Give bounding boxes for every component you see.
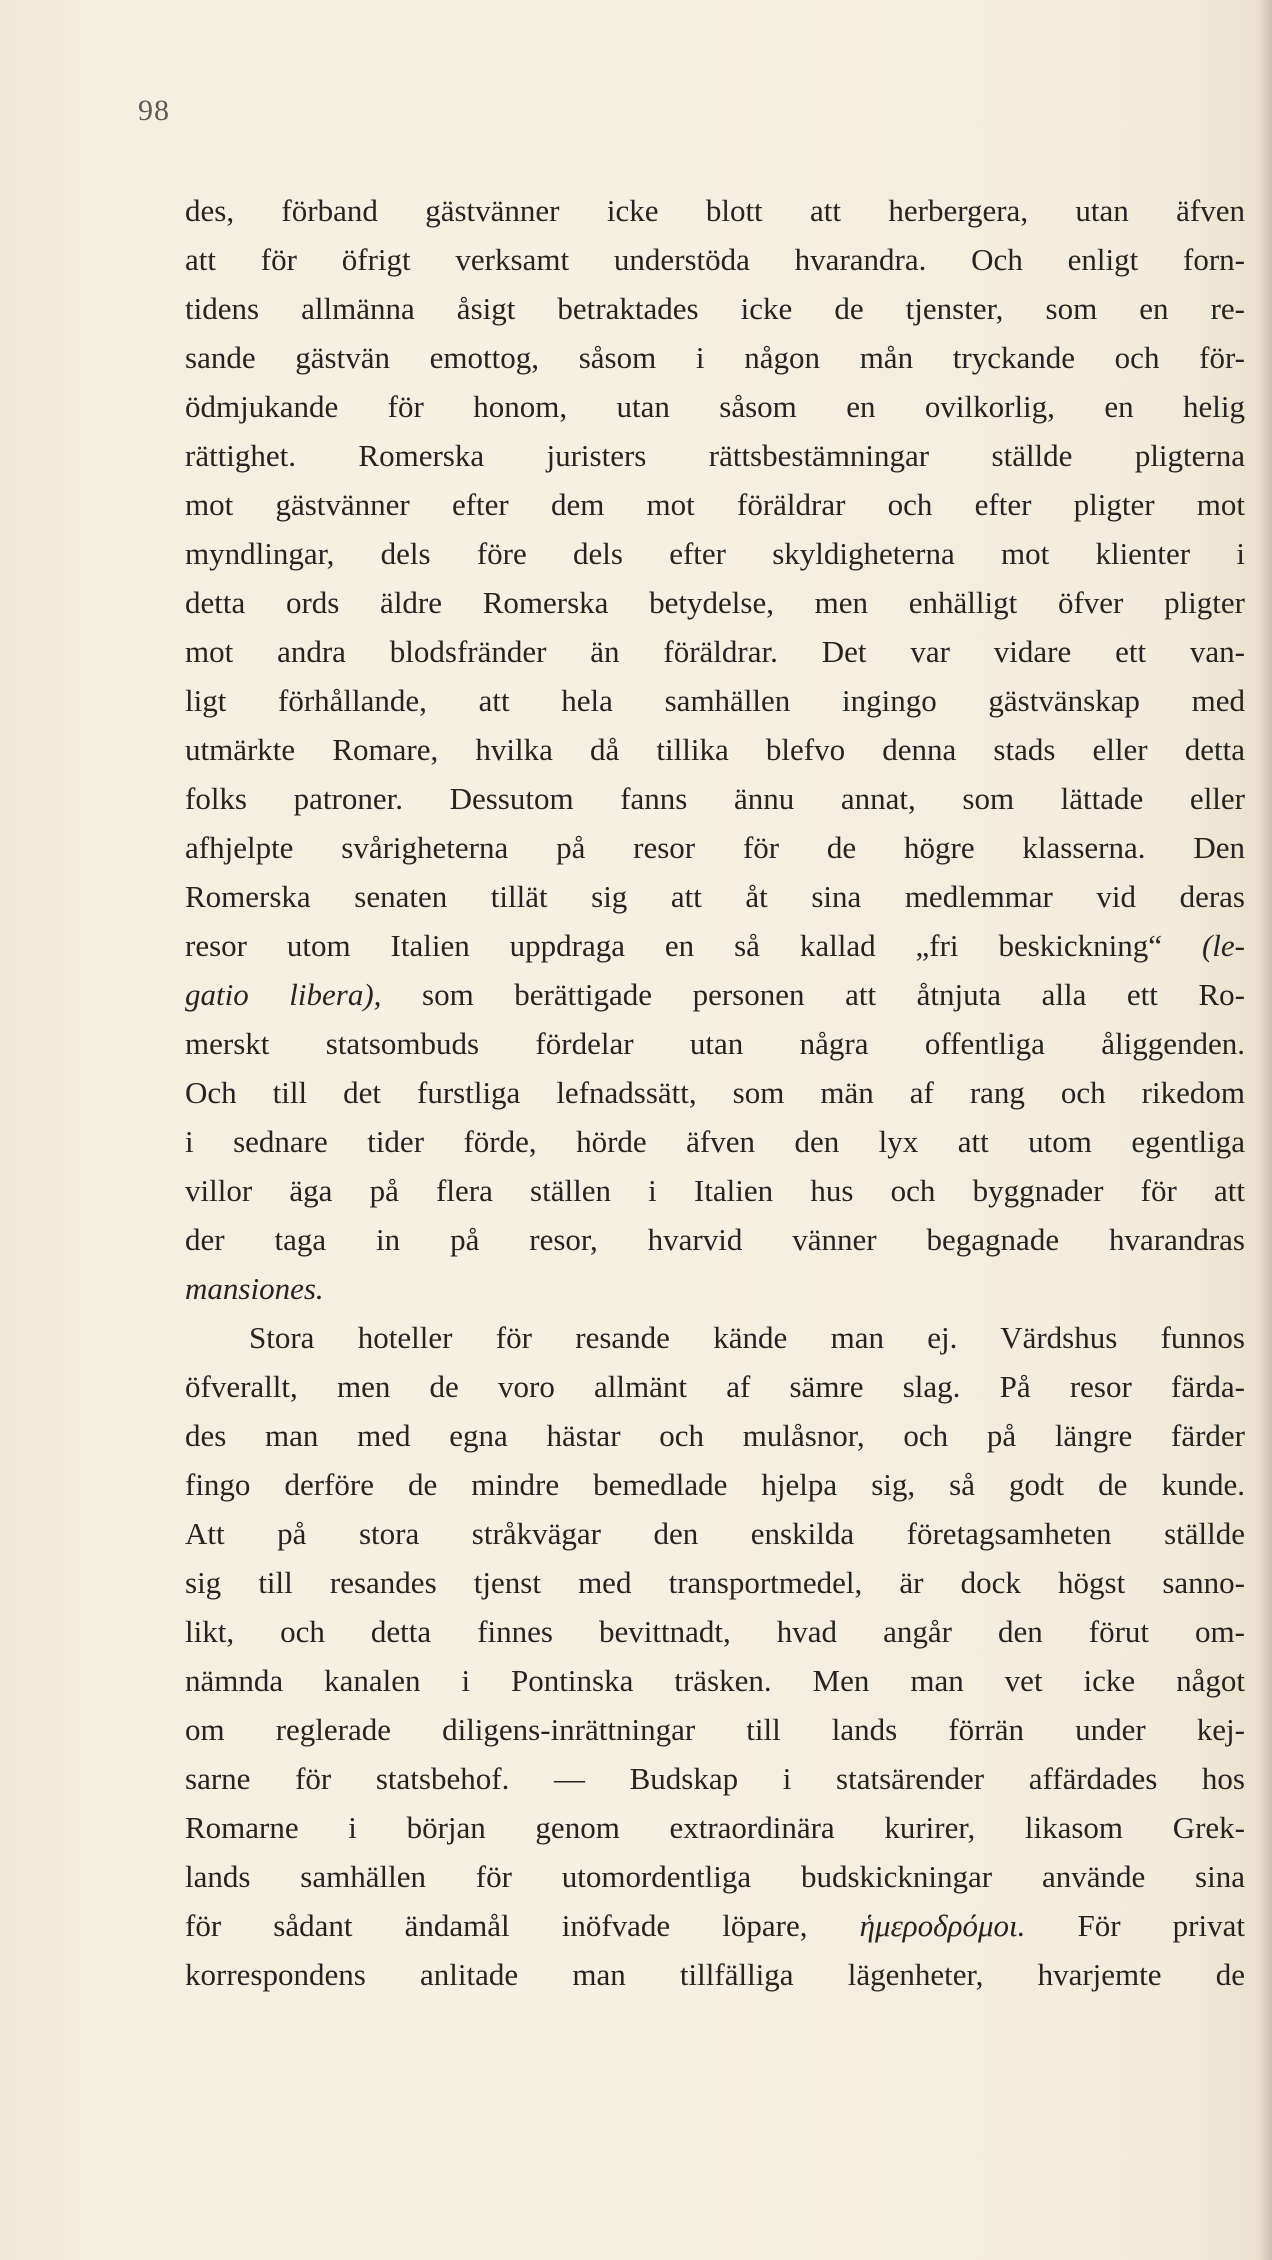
text-line	[185, 1264, 1245, 1313]
text-segment: Romarne i början genom extraordinära kurirer, likasom Grek-	[185, 1810, 1245, 1845]
text-segment: detta ords äldre Romerska betydelse, men enhälligt öfver pligter	[185, 585, 1245, 620]
body-text	[185, 186, 1245, 1999]
text-line	[185, 333, 1245, 382]
text-segment: om reglerade diligens-inrättningar till lands förrän under kej-	[185, 1712, 1245, 1747]
text-line	[185, 1901, 1245, 1950]
text-segment: i sednare tider förde, hörde äfven den lyx att utom egentliga	[185, 1124, 1245, 1159]
text-line	[185, 431, 1245, 480]
text-segment: för sådant ändamål inöfvade löpare,	[185, 1908, 860, 1943]
text-segment: öfverallt, men de voro allmänt af sämre slag. På resor färda-	[185, 1369, 1245, 1404]
text-line	[185, 1362, 1245, 1411]
text-segment: nämnda kanalen i Pontinska träsken. Men man vet icke något	[185, 1663, 1245, 1698]
text-line	[185, 1117, 1245, 1166]
text-segment: lands samhällen för utomordentliga budskickningar använde sina	[185, 1859, 1245, 1894]
italic-text-segment: (le-	[1201, 928, 1245, 963]
text-segment: afhjelpte svårigheterna på resor för de högre klasserna. Den	[185, 830, 1245, 865]
text-segment: Och till det furstliga lefnadssätt, som män af rang och rikedom	[185, 1075, 1245, 1110]
text-line	[185, 1705, 1245, 1754]
text-line	[185, 1656, 1245, 1705]
text-line	[185, 578, 1245, 627]
text-segment: likt, och detta finnes bevittnadt, hvad angår den förut om-	[185, 1614, 1245, 1649]
text-line	[185, 1803, 1245, 1852]
text-line	[185, 235, 1245, 284]
text-line	[185, 1509, 1245, 1558]
italic-text-segment: ἡμεροδρόμοι.	[859, 1908, 1026, 1943]
text-segment: der taga in på resor, hvarvid vänner begagnade hvarandras	[185, 1222, 1245, 1257]
text-line	[185, 1215, 1245, 1264]
text-segment: sarne för statsbehof. — Budskap i statsärender affärdades hos	[185, 1761, 1245, 1796]
text-line	[185, 970, 1245, 1019]
text-segment: ödmjukande för honom, utan såsom en ovilkorlig, en helig	[185, 389, 1245, 424]
text-line	[185, 921, 1245, 970]
text-segment: Romerska senaten tillät sig att åt sina medlemmar vid deras	[185, 879, 1245, 914]
italic-text-segment: gatio libera),	[185, 977, 382, 1012]
text-segment: myndlingar, dels före dels efter skyldigheterna mot klienter i	[185, 536, 1245, 571]
text-segment: utmärkte Romare, hvilka då tillika blefvo denna stads eller detta	[185, 732, 1245, 767]
text-segment: ligt förhållande, att hela samhällen ingingo gästvänskap med	[185, 683, 1245, 718]
text-line	[185, 1166, 1245, 1215]
text-segment: sig till resandes tjenst med transportmedel, är dock högst sanno-	[185, 1565, 1245, 1600]
text-segment: rättighet. Romerska juristers rättsbestämningar ställde pligterna	[185, 438, 1245, 473]
text-line	[185, 529, 1245, 578]
page-number: 98	[138, 94, 170, 127]
text-segment: mot gästvänner efter dem mot föräldrar och efter pligter mot	[185, 487, 1245, 522]
text-segment: som berättigade personen att åtnjuta alla ett Ro-	[381, 977, 1245, 1012]
text-line	[185, 1607, 1245, 1656]
text-line	[185, 725, 1245, 774]
text-segment: korrespondens anlitade man tillfälliga lägenheter, hvarjemte de	[185, 1957, 1245, 1992]
text-line	[185, 872, 1245, 921]
text-line	[185, 676, 1245, 725]
text-line	[185, 1313, 1245, 1362]
text-segment: För privat	[1025, 1908, 1245, 1943]
text-segment: merskt statsombuds fördelar utan några offentliga åliggenden.	[185, 1026, 1245, 1061]
text-line	[185, 1558, 1245, 1607]
text-segment: sande gästvän emottog, såsom i någon mån tryckande och för-	[185, 340, 1245, 375]
page-edge-shadow	[1258, 0, 1272, 2260]
text-segment: resor utom Italien uppdraga en så kallad „fri beskickning“	[185, 928, 1202, 963]
text-segment: des man med egna hästar och mulåsnor, och på längre färder	[185, 1418, 1245, 1453]
text-line	[185, 1950, 1245, 1999]
text-segment: folks patroner. Dessutom fanns ännu annat, som lättade eller	[185, 781, 1245, 816]
text-segment: mot andra blodsfränder än föräldrar. Det var vidare ett van-	[185, 634, 1245, 669]
text-line	[185, 627, 1245, 676]
text-line	[185, 1460, 1245, 1509]
text-line	[185, 774, 1245, 823]
text-segment: des, förband gästvänner icke blott att herbergera, utan äfven	[185, 193, 1245, 228]
text-line	[185, 382, 1245, 431]
text-line	[185, 284, 1245, 333]
text-line	[185, 1754, 1245, 1803]
text-line	[185, 823, 1245, 872]
text-segment: Att på stora stråkvägar den enskilda företagsamheten ställde	[185, 1516, 1245, 1551]
text-segment: Stora hoteller för resande kände man ej. Värdshus funnos	[249, 1320, 1245, 1355]
text-line	[185, 1019, 1245, 1068]
text-segment: villor äga på flera ställen i Italien hus och byggnader för att	[185, 1173, 1245, 1208]
italic-text-segment: mansiones.	[185, 1271, 324, 1306]
text-segment: tidens allmänna åsigt betraktades icke de tjenster, som en re-	[185, 291, 1245, 326]
text-line	[185, 1068, 1245, 1117]
text-line	[185, 480, 1245, 529]
text-segment: fingo derföre de mindre bemedlade hjelpa sig, så godt de kunde.	[185, 1467, 1245, 1502]
text-line	[185, 1411, 1245, 1460]
text-line	[185, 1852, 1245, 1901]
text-line	[185, 186, 1245, 235]
text-segment: att för öfrigt verksamt understöda hvarandra. Och enligt forn-	[185, 242, 1245, 277]
